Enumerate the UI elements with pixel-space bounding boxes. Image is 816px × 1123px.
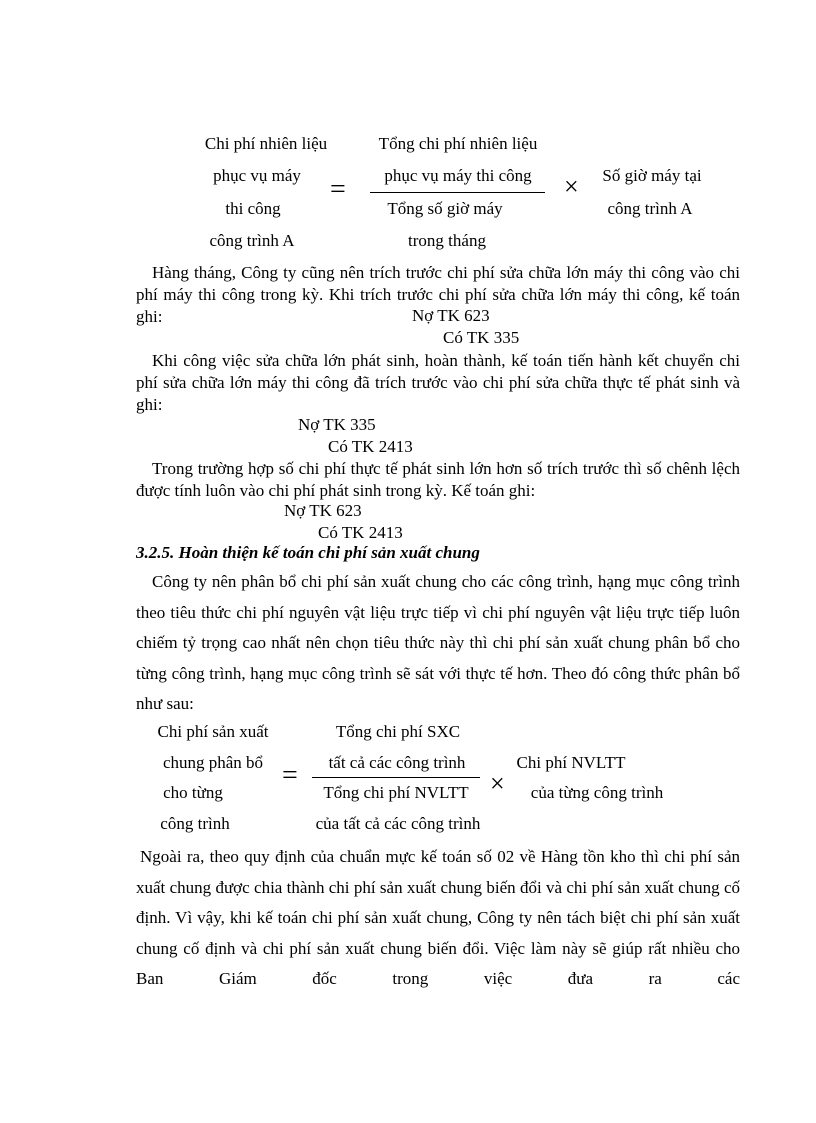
formula1-factor-line1: Số giờ máy tại (602, 166, 702, 185)
entry2-credit: Có TK 2413 (328, 437, 413, 456)
entry1-credit: Có TK 335 (443, 328, 520, 347)
formula2-denominator-line1: Tổng chi phí NVLTT (323, 783, 469, 802)
formula1-lhs-line1: Chi phí nhiên liệu (204, 134, 328, 153)
entry2-debit: Nợ TK 335 (298, 415, 376, 434)
formula2-fraction-bar (312, 777, 480, 778)
formula2-denominator-line2: của tất cả các công trình (315, 814, 481, 833)
paragraph-allocation-basis: Công ty nên phân bổ chi phí sản xuất chung cho các công trình, hạng mục công trình theo tiêu thức chi phí nguyên vật liệu trực tiếp vì chi phí nguyên vật liệu trực tiếp luôn chiếm tỷ trọng cao nhất nên chọn tiêu thức này thì chi phí sản xuất chung phân bổ cho từng công trình, hạng mục công trình sẽ sát với thực tế hơn. Theo đó công thức phân bổ như sau: (136, 572, 740, 714)
formula2-lhs-line2: chung phân bổ (162, 753, 264, 772)
formula2-lhs-line1: Chi phí sản xuất (157, 722, 269, 741)
formula1-denominator-line1: Tổng số giờ máy (387, 199, 503, 218)
formula1-lhs-line2: phục vụ máy (213, 166, 301, 185)
entry3-credit: Có TK 2413 (318, 523, 403, 542)
formula1-equals-sign: = (330, 174, 346, 205)
formula1-numerator-line2: phục vụ máy thi công (384, 166, 532, 185)
paragraph-excess-cost: Trong trường hợp số chi phí thực tế phát sinh lớn hơn số trích trước thì số chênh lệch được tính luôn vào chi phí phát sinh trong kỳ. Kế toán ghi: (136, 459, 740, 500)
formula1-lhs-line3: thi công (225, 199, 281, 218)
formula2-times-sign: × (490, 769, 505, 798)
section-heading: 3.2.5. Hoàn thiện kế toán chi phí sản xuất chung (136, 543, 480, 562)
entry1-debit: Nợ TK 623 (412, 306, 490, 325)
formula1-times-sign: × (564, 172, 579, 201)
paragraph-accrual-repair: Hàng tháng, Công ty cũng nên trích trước chi phí sửa chữa lớn máy thi công vào chi phí máy thi công trong kỳ. Khi trích trước chi phí sửa chữa lớn máy thi công, kế toán ghi: (136, 263, 740, 326)
formula2-lhs-line4: công trình (160, 814, 230, 833)
paragraph-repair-transfer: Khi công việc sửa chữa lớn phát sinh, hoàn thành, kế toán tiến hành kết chuyển chi phí sửa chữa lớn máy thi công đã trích trước vào chi phí sửa chữa thực tế phát sinh và ghi: (136, 351, 740, 414)
formula2-numerator-line2: tất cả các công trình (328, 753, 466, 772)
formula1-numerator-line1: Tổng chi phí nhiên liệu (378, 134, 538, 153)
formula2-numerator-line1: Tổng chi phí SXC (335, 722, 461, 741)
paragraph-fixed-variable-overhead: Ngoài ra, theo quy định của chuẩn mực kế toán số 02 về Hàng tồn kho thì chi phí sản xuất chung được chia thành chi phí sản xuất chung biến đổi và chi phí sản xuất chung cố định. Vì vậy, khi kế toán chi phí sản xuất chung, Công ty nên tách biệt chi phí sản xuất chung cố định và chi phí sản xuất chung biến đổi. Việc làm này sẽ giúp rất nhiều cho Ban Giám đốc trong việc đưa ra các (136, 847, 740, 989)
formula2-factor-line1: Chi phí NVLTT (516, 753, 626, 772)
formula2-factor-line2: của từng công trình (530, 783, 664, 802)
formula1-lhs-line4: công trình A (209, 231, 295, 250)
entry3-debit: Nợ TK 623 (284, 501, 362, 520)
formula1-fraction-bar (370, 192, 545, 193)
formula1-denominator-line2: trong tháng (408, 231, 486, 250)
formula2-equals-sign: = (282, 760, 298, 791)
formula2-lhs-line3: cho từng (163, 783, 223, 802)
formula1-factor-line2: công trình A (607, 199, 693, 218)
